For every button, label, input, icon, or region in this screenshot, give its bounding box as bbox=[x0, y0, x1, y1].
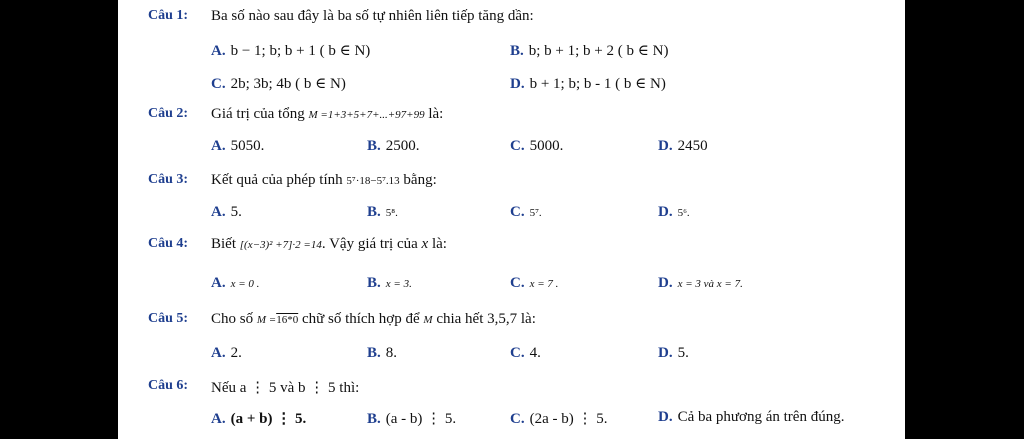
option-text: 2500. bbox=[385, 138, 420, 154]
option-letter: A. bbox=[211, 411, 226, 427]
option-text: 8. bbox=[385, 345, 398, 361]
option-letter: D. bbox=[658, 138, 673, 154]
option-letter: B. bbox=[367, 411, 381, 427]
text-segment: Biết bbox=[211, 236, 236, 252]
text-segment: Cho số bbox=[211, 311, 254, 327]
text-segment: bằng: bbox=[403, 172, 437, 188]
option-a[interactable] bbox=[211, 204, 242, 221]
option-a[interactable] bbox=[211, 275, 259, 292]
option-letter: B. bbox=[367, 204, 381, 220]
option-text: 5⁶. bbox=[677, 207, 690, 219]
option-letter: C. bbox=[211, 76, 226, 92]
option-letter: C. bbox=[510, 411, 525, 427]
option-b[interactable] bbox=[367, 204, 398, 221]
option-text: x = 3 và x = 7. bbox=[677, 278, 743, 290]
question-text bbox=[211, 311, 536, 328]
option-letter: D. bbox=[658, 409, 673, 425]
option-b[interactable] bbox=[367, 138, 420, 155]
option-letter: C. bbox=[510, 204, 525, 220]
option-text: Cả ba phương án trên đúng. bbox=[677, 409, 845, 425]
option-d[interactable] bbox=[658, 138, 708, 155]
question-number: Câu 1: bbox=[148, 8, 189, 23]
option-c[interactable] bbox=[510, 409, 608, 428]
option-letter: A. bbox=[211, 275, 226, 291]
option-text: 5000. bbox=[529, 138, 564, 154]
option-c[interactable] bbox=[510, 275, 558, 292]
option-letter: D. bbox=[658, 204, 673, 220]
option-text: (a - b) ⋮ 5. bbox=[385, 411, 457, 427]
option-letter: B. bbox=[367, 275, 381, 291]
text-segment: Giá trị của tổng bbox=[211, 106, 305, 122]
option-letter: A. bbox=[211, 204, 226, 220]
option-letter: A. bbox=[211, 345, 226, 361]
option-b[interactable] bbox=[367, 275, 412, 292]
option-d[interactable] bbox=[658, 275, 743, 292]
option-c[interactable] bbox=[510, 345, 541, 362]
question-text bbox=[211, 236, 447, 253]
math-expression: M =1+3+5+7+...+97+99 bbox=[308, 109, 425, 121]
option-letter: C. bbox=[510, 345, 525, 361]
question-number: Câu 2: bbox=[148, 106, 189, 121]
option-a[interactable] bbox=[211, 409, 306, 428]
option-d[interactable] bbox=[658, 345, 689, 362]
math-variable: x bbox=[421, 236, 429, 252]
option-text: x = 0 . bbox=[230, 278, 260, 290]
option-letter: B. bbox=[367, 345, 381, 361]
option-text: (2a - b) ⋮ 5. bbox=[529, 411, 608, 427]
option-letter: C. bbox=[510, 275, 525, 291]
option-c[interactable] bbox=[211, 74, 346, 93]
option-text: 2b; 3b; 4b ( b ∈ N) bbox=[230, 76, 346, 92]
option-letter: D. bbox=[658, 275, 673, 291]
question-number: Câu 5: bbox=[148, 311, 189, 326]
option-text: 5⁷. bbox=[529, 207, 542, 219]
option-letter: C. bbox=[510, 138, 525, 154]
option-letter: B. bbox=[510, 43, 524, 59]
question-text bbox=[211, 106, 443, 123]
math-expression: M = bbox=[256, 314, 277, 326]
text-segment: là: bbox=[428, 106, 444, 122]
text-segment: chia hết 3,5,7 là: bbox=[436, 311, 536, 327]
option-text: (a + b) ⋮ 5. bbox=[230, 411, 307, 427]
option-text: b + 1; b; b - 1 ( b ∈ N) bbox=[529, 76, 666, 92]
question-text bbox=[211, 172, 437, 189]
question-number: Câu 4: bbox=[148, 236, 189, 251]
question-text: Nếu a ⋮ 5 và b ⋮ 5 thì: bbox=[211, 380, 360, 396]
option-a[interactable] bbox=[211, 41, 370, 60]
document-page bbox=[118, 0, 905, 439]
option-c[interactable] bbox=[510, 138, 563, 155]
option-c[interactable] bbox=[510, 204, 542, 221]
option-d[interactable] bbox=[658, 409, 844, 426]
option-b[interactable] bbox=[367, 409, 456, 428]
math-variable: M bbox=[423, 314, 433, 326]
question-number: Câu 6: bbox=[148, 378, 189, 393]
text-segment: . Vậy giá trị của bbox=[321, 236, 418, 252]
text-segment: Kết quả của phép tính bbox=[211, 172, 343, 188]
option-text: 5. bbox=[677, 345, 689, 361]
option-text: 5. bbox=[230, 204, 242, 220]
option-d[interactable] bbox=[658, 204, 690, 221]
option-text: 2450 bbox=[677, 138, 708, 154]
option-text: 5⁸. bbox=[385, 207, 398, 219]
option-text: b; b + 1; b + 2 ( b ∈ N) bbox=[528, 43, 669, 59]
option-letter: B. bbox=[367, 138, 381, 154]
option-letter: A. bbox=[211, 138, 226, 154]
option-a[interactable] bbox=[211, 138, 264, 155]
option-text: 5050. bbox=[230, 138, 265, 154]
option-text: b − 1; b; b + 1 ( b ∈ N) bbox=[230, 43, 371, 59]
question-text: Ba số nào sau đây là ba số tự nhiên liên tiếp tăng dần: bbox=[211, 8, 534, 24]
option-letter: D. bbox=[510, 76, 525, 92]
option-b[interactable] bbox=[510, 41, 668, 60]
option-letter: A. bbox=[211, 43, 226, 59]
option-text: 2. bbox=[230, 345, 242, 361]
math-overline-number: 16*0 bbox=[276, 314, 299, 326]
option-a[interactable] bbox=[211, 345, 242, 362]
option-b[interactable] bbox=[367, 345, 397, 362]
option-text: 4. bbox=[529, 345, 541, 361]
math-expression: 5⁷·18−5⁷.13 bbox=[346, 175, 400, 187]
question-number: Câu 3: bbox=[148, 172, 189, 187]
text-segment: là: bbox=[431, 236, 447, 252]
text-segment: chữ số thích hợp để bbox=[301, 311, 420, 327]
option-text: x = 3. bbox=[385, 278, 412, 290]
option-text: x = 7 . bbox=[529, 278, 559, 290]
option-d[interactable] bbox=[510, 74, 666, 93]
option-letter: D. bbox=[658, 345, 673, 361]
math-expression: [(x−3)² +7]·2 =14 bbox=[239, 239, 322, 251]
